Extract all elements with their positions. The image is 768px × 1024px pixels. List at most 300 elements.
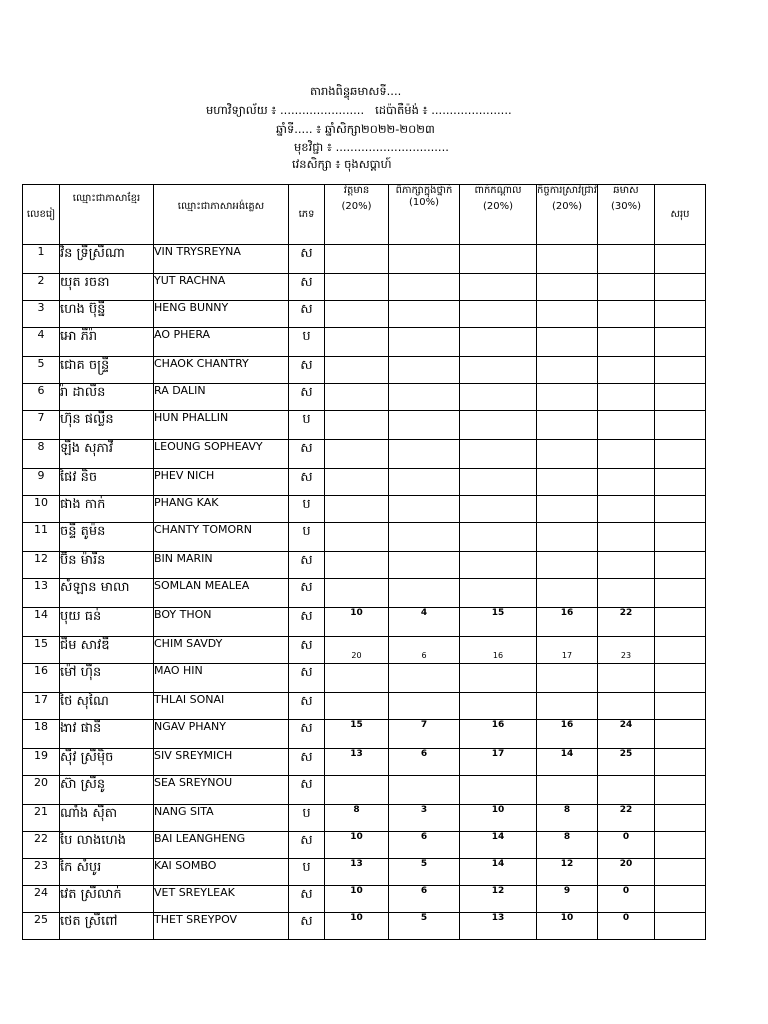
score-discussion-cell — [389, 411, 460, 440]
score-discussion-cell — [389, 469, 460, 496]
score-research-cell — [537, 357, 598, 384]
table-header-row — [23, 185, 706, 245]
score-semester-cell — [598, 357, 655, 384]
score-research-cell: 8 — [537, 805, 598, 832]
name-en-cell: BAI LEANGHENG — [154, 832, 289, 859]
score-research-cell — [537, 664, 598, 693]
name-en-cell: CHANTY TOMORN — [154, 523, 289, 552]
score-semester-cell — [598, 301, 655, 328]
row-no-cell: 10 — [23, 496, 60, 523]
score-midterm-cell — [460, 440, 537, 469]
score-semester-cell: 0 — [598, 886, 655, 913]
score-midterm-cell: 15 — [460, 608, 537, 637]
score-research-cell — [537, 496, 598, 523]
score-total-cell — [655, 328, 706, 357]
name-en-cell: BOY THON — [154, 608, 289, 637]
score-semester-cell: 0 — [598, 832, 655, 859]
score-discussion-cell — [389, 384, 460, 411]
name-en-cell: RA DALIN — [154, 384, 289, 411]
subject-line: មុខវិជ្ជា ៖ ............................... — [294, 140, 449, 154]
sex-cell: ស — [289, 245, 325, 274]
score-attendance-cell — [325, 384, 389, 411]
header-research-pct: (20%) — [551, 201, 583, 212]
score-total-cell — [655, 301, 706, 328]
score-midterm-cell: 17 — [460, 749, 537, 776]
row-no-cell: 11 — [23, 523, 60, 552]
name-kh-cell: អោ ភីរ៉ា — [60, 328, 154, 357]
score-research-cell: 16 — [537, 608, 598, 637]
score-research-cell — [537, 328, 598, 357]
sex-cell: ស — [289, 693, 325, 720]
score-midterm-cell — [460, 411, 537, 440]
score-total-cell — [655, 357, 706, 384]
score-research-cell — [537, 384, 598, 411]
name-kh-cell: ងាវ ផានី — [60, 720, 154, 749]
score-attendance-cell — [325, 552, 389, 579]
sex-cell: ស — [289, 357, 325, 384]
score-discussion-cell: 6 — [389, 637, 460, 664]
table-row — [23, 411, 706, 440]
row-no-cell: 18 — [23, 720, 60, 749]
score-semester-cell — [598, 579, 655, 608]
name-en-cell: PHANG KAK — [154, 496, 289, 523]
header-name-en — [154, 185, 289, 245]
score-attendance-cell — [325, 301, 389, 328]
sex-cell: ស — [289, 301, 325, 328]
table-row — [23, 469, 706, 496]
table-row — [23, 552, 706, 579]
score-total-cell — [655, 637, 706, 664]
name-kh-cell: ប៊ិន ម៉ារីន — [60, 552, 154, 579]
table-row — [23, 357, 706, 384]
name-en-cell: CHIM SAVDY — [154, 637, 289, 664]
score-midterm-cell — [460, 469, 537, 496]
score-discussion-cell: 5 — [389, 859, 460, 886]
score-attendance-cell — [325, 274, 389, 301]
score-research-cell — [537, 469, 598, 496]
score-discussion-cell — [389, 552, 460, 579]
row-no-cell: 23 — [23, 859, 60, 886]
sex-cell: ស — [289, 469, 325, 496]
score-attendance-cell — [325, 664, 389, 693]
table-row — [23, 579, 706, 608]
score-attendance-cell: 15 — [325, 720, 389, 749]
name-en-cell: VET SREYLEAK — [154, 886, 289, 913]
score-attendance-cell — [325, 440, 389, 469]
year-line: ឆ្នាំទី..... ៖ ឆ្នាំសិក្សា២០២២-២០២៣ — [276, 122, 435, 136]
row-no-cell: 2 — [23, 274, 60, 301]
sex-cell: ស — [289, 720, 325, 749]
score-midterm-cell — [460, 776, 537, 805]
score-midterm-cell: 16 — [460, 720, 537, 749]
table-row — [23, 913, 706, 940]
header-attendance-label: វត្តមាន — [343, 185, 370, 196]
score-research-cell — [537, 411, 598, 440]
name-en-cell: CHAOK CHANTRY — [154, 357, 289, 384]
score-attendance-cell — [325, 776, 389, 805]
sex-cell: ស — [289, 913, 325, 940]
score-total-cell — [655, 608, 706, 637]
score-total-cell — [655, 411, 706, 440]
score-midterm-cell: 12 — [460, 886, 537, 913]
score-semester-cell — [598, 411, 655, 440]
score-research-cell — [537, 245, 598, 274]
score-attendance-cell — [325, 579, 389, 608]
score-discussion-cell: 6 — [389, 749, 460, 776]
score-midterm-cell — [460, 693, 537, 720]
sex-cell: ប — [289, 328, 325, 357]
score-attendance-cell — [325, 328, 389, 357]
header-research — [537, 185, 598, 245]
name-kh-cell: វិន ទ្រីស្រីណា — [60, 245, 154, 274]
score-discussion-cell — [389, 579, 460, 608]
row-no-cell: 13 — [23, 579, 60, 608]
sex-cell: ស — [289, 384, 325, 411]
row-no-cell: 9 — [23, 469, 60, 496]
score-midterm-cell — [460, 328, 537, 357]
name-en-cell: THET SREYPOV — [154, 913, 289, 940]
score-total-cell — [655, 245, 706, 274]
header-name-kh — [60, 185, 154, 245]
sex-cell: ស — [289, 749, 325, 776]
name-kh-cell: វេត ស្រីលាក់ — [60, 886, 154, 913]
score-discussion-cell — [389, 357, 460, 384]
score-research-cell: 14 — [537, 749, 598, 776]
score-midterm-cell — [460, 301, 537, 328]
row-no-cell: 8 — [23, 440, 60, 469]
name-en-cell: LEOUNG SOPHEAVY — [154, 440, 289, 469]
score-research-cell: 17 — [537, 637, 598, 664]
table-row — [23, 328, 706, 357]
header-discussion-label: ពិភាក្សាក្នុងថ្នាក់ — [395, 185, 453, 196]
sex-cell: ប — [289, 496, 325, 523]
header-midterm-pct: (20%) — [482, 201, 514, 212]
header-discussion — [389, 185, 460, 245]
score-midterm-cell: 14 — [460, 859, 537, 886]
score-midterm-cell — [460, 664, 537, 693]
score-discussion-cell — [389, 693, 460, 720]
row-no-cell: 17 — [23, 693, 60, 720]
header-discussion-pct: (10%) — [408, 197, 440, 208]
table-row — [23, 496, 706, 523]
name-en-cell: HENG BUNNY — [154, 301, 289, 328]
name-en-cell: PHEV NICH — [154, 469, 289, 496]
score-semester-cell: 24 — [598, 720, 655, 749]
score-total-cell — [655, 664, 706, 693]
score-total-cell — [655, 749, 706, 776]
header-attendance — [325, 185, 389, 245]
score-discussion-cell — [389, 523, 460, 552]
table-row — [23, 301, 706, 328]
score-attendance-cell — [325, 411, 389, 440]
score-semester-cell: 25 — [598, 749, 655, 776]
score-research-cell: 12 — [537, 859, 598, 886]
score-total-cell — [655, 552, 706, 579]
sex-cell: ស — [289, 608, 325, 637]
name-en-cell: BIN MARIN — [154, 552, 289, 579]
sex-cell: ប — [289, 859, 325, 886]
score-research-cell: 9 — [537, 886, 598, 913]
header-name-kh-label: ឈ្មោះជាភាសាខ្មែរ — [72, 193, 141, 204]
score-attendance-cell — [325, 469, 389, 496]
row-no-cell: 19 — [23, 749, 60, 776]
name-kh-cell: យុត រចនា — [60, 274, 154, 301]
row-no-cell: 16 — [23, 664, 60, 693]
score-research-cell: 10 — [537, 913, 598, 940]
score-total-cell — [655, 886, 706, 913]
sex-cell: ស — [289, 579, 325, 608]
sex-cell: ស — [289, 664, 325, 693]
name-en-cell: AO PHERA — [154, 328, 289, 357]
score-semester-cell — [598, 384, 655, 411]
score-discussion-cell — [389, 245, 460, 274]
header-attendance-pct: (20%) — [341, 201, 372, 212]
table-row — [23, 749, 706, 776]
table-row — [23, 384, 706, 411]
name-kh-cell: បៃ លាងហេង — [60, 832, 154, 859]
score-midterm-cell: 13 — [460, 913, 537, 940]
score-attendance-cell: 13 — [325, 749, 389, 776]
name-kh-cell: ម៉ៅ ហ៊ីន — [60, 664, 154, 693]
row-no-cell: 24 — [23, 886, 60, 913]
score-discussion-cell — [389, 440, 460, 469]
row-no-cell: 7 — [23, 411, 60, 440]
table-row — [23, 805, 706, 832]
header-name-en-label: ឈ្មោះជាភាសាអង់គ្លេស — [177, 201, 265, 212]
name-en-cell: MAO HIN — [154, 664, 289, 693]
score-attendance-cell — [325, 496, 389, 523]
table-row — [23, 274, 706, 301]
name-kh-cell: ហ៊ុន ផល្លីន — [60, 411, 154, 440]
score-midterm-cell: 10 — [460, 805, 537, 832]
table-row — [23, 523, 706, 552]
name-kh-cell: ជោគ ចន្រ្ទី — [60, 357, 154, 384]
row-no-cell: 4 — [23, 328, 60, 357]
name-kh-cell: ស៊ា ស្រីនូ — [60, 776, 154, 805]
score-discussion-cell: 3 — [389, 805, 460, 832]
name-en-cell: YUT RACHNA — [154, 274, 289, 301]
score-discussion-cell: 6 — [389, 886, 460, 913]
score-midterm-cell — [460, 523, 537, 552]
name-kh-cell: ថេត ស្រីពៅ — [60, 913, 154, 940]
score-semester-cell — [598, 469, 655, 496]
header-semester-pct: (30%) — [610, 201, 642, 212]
score-semester-cell: 23 — [598, 637, 655, 664]
score-semester-cell: 0 — [598, 913, 655, 940]
score-attendance-cell — [325, 693, 389, 720]
table-row — [23, 245, 706, 274]
score-total-cell — [655, 776, 706, 805]
score-discussion-cell — [389, 776, 460, 805]
score-research-cell: 8 — [537, 832, 598, 859]
row-no-cell: 20 — [23, 776, 60, 805]
table-row — [23, 886, 706, 913]
row-no-cell: 12 — [23, 552, 60, 579]
score-semester-cell — [598, 664, 655, 693]
score-total-cell — [655, 274, 706, 301]
name-kh-cell: ចន្ទី តូម៉ន — [60, 523, 154, 552]
name-en-cell: NGAV PHANY — [154, 720, 289, 749]
name-en-cell: HUN PHALLIN — [154, 411, 289, 440]
score-total-cell — [655, 913, 706, 940]
score-semester-cell — [598, 523, 655, 552]
name-en-cell: SOMLAN MEALEA — [154, 579, 289, 608]
score-discussion-cell — [389, 274, 460, 301]
name-kh-cell: ឡឹង សុភាវី — [60, 440, 154, 469]
sex-cell: ប — [289, 805, 325, 832]
header-no: លេខរៀ — [23, 185, 60, 245]
score-discussion-cell — [389, 664, 460, 693]
sex-cell: ស — [289, 440, 325, 469]
header-research-label: កិច្ចការស្រាវជ្រាវ — [537, 185, 597, 196]
score-total-cell — [655, 693, 706, 720]
score-attendance-cell: 20 — [325, 637, 389, 664]
score-midterm-cell: 14 — [460, 832, 537, 859]
score-discussion-cell: 5 — [389, 913, 460, 940]
name-en-cell: KAI SOMBO — [154, 859, 289, 886]
score-midterm-cell — [460, 357, 537, 384]
score-total-cell — [655, 523, 706, 552]
score-attendance-cell: 10 — [325, 608, 389, 637]
table-row — [23, 693, 706, 720]
score-discussion-cell — [389, 301, 460, 328]
score-attendance-cell: 10 — [325, 832, 389, 859]
table-row — [23, 608, 706, 637]
name-en-cell: SEA SREYNOU — [154, 776, 289, 805]
score-total-cell — [655, 720, 706, 749]
score-semester-cell — [598, 245, 655, 274]
score-research-cell — [537, 693, 598, 720]
sex-cell: ស — [289, 637, 325, 664]
score-attendance-cell — [325, 523, 389, 552]
name-kh-cell: ផាង កាក់ — [60, 496, 154, 523]
name-en-cell: THLAI SONAI — [154, 693, 289, 720]
score-research-cell — [537, 552, 598, 579]
grade-table-body — [23, 245, 706, 940]
row-no-cell: 15 — [23, 637, 60, 664]
faculty-department-line: មហាវិទ្យាល័យ ៖ ....................... ដេប៉ាតឺម៉ង់ ៖ ...................... — [206, 103, 512, 117]
score-total-cell — [655, 859, 706, 886]
row-no-cell: 21 — [23, 805, 60, 832]
row-no-cell: 25 — [23, 913, 60, 940]
score-midterm-cell — [460, 245, 537, 274]
score-attendance-cell: 10 — [325, 886, 389, 913]
shift-line: វេនសិក្សា ៖ ចុងសប្តាហ៍ — [292, 157, 392, 171]
sex-cell: ស — [289, 776, 325, 805]
score-attendance-cell: 10 — [325, 913, 389, 940]
score-semester-cell — [598, 776, 655, 805]
score-attendance-cell: 8 — [325, 805, 389, 832]
score-midterm-cell — [460, 579, 537, 608]
score-research-cell — [537, 274, 598, 301]
title-line: តារាងពិន្ទុឆមាសទី.... — [310, 84, 402, 98]
score-research-cell: 16 — [537, 720, 598, 749]
score-semester-cell: 22 — [598, 805, 655, 832]
score-total-cell — [655, 579, 706, 608]
score-research-cell — [537, 776, 598, 805]
row-no-cell: 6 — [23, 384, 60, 411]
name-kh-cell: ថៃ សុណៃ — [60, 693, 154, 720]
score-research-cell — [537, 579, 598, 608]
row-no-cell: 5 — [23, 357, 60, 384]
score-discussion-cell: 4 — [389, 608, 460, 637]
table-row — [23, 637, 706, 664]
name-en-cell: NANG SITA — [154, 805, 289, 832]
score-total-cell — [655, 440, 706, 469]
score-research-cell — [537, 440, 598, 469]
score-midterm-cell — [460, 274, 537, 301]
header-semester-label: ឆមាស — [613, 185, 639, 196]
header-midterm — [460, 185, 537, 245]
score-semester-cell — [598, 496, 655, 523]
score-attendance-cell: 13 — [325, 859, 389, 886]
score-semester-cell — [598, 274, 655, 301]
row-no-cell: 3 — [23, 301, 60, 328]
score-semester-cell — [598, 693, 655, 720]
header-sex: ភេទ — [289, 185, 325, 245]
score-total-cell — [655, 832, 706, 859]
name-kh-cell: ហេង ប៊ុន្នី — [60, 301, 154, 328]
row-no-cell: 14 — [23, 608, 60, 637]
score-semester-cell: 20 — [598, 859, 655, 886]
score-total-cell — [655, 805, 706, 832]
name-kh-cell: សំឡាន មាលា — [60, 579, 154, 608]
row-no-cell: 22 — [23, 832, 60, 859]
table-row — [23, 664, 706, 693]
table-row — [23, 776, 706, 805]
score-research-cell — [537, 523, 598, 552]
name-en-cell: VIN TRYSREYNA — [154, 245, 289, 274]
score-discussion-cell — [389, 496, 460, 523]
sex-cell: ប — [289, 523, 325, 552]
sex-cell: ប — [289, 411, 325, 440]
score-attendance-cell — [325, 245, 389, 274]
table-row — [23, 832, 706, 859]
score-semester-cell: 22 — [598, 608, 655, 637]
name-kh-cell: ណាំង ស៊ីតា — [60, 805, 154, 832]
score-midterm-cell: 16 — [460, 637, 537, 664]
grade-table — [22, 184, 706, 940]
header-midterm-label: ពាក់កណ្តាល — [474, 185, 522, 196]
score-discussion-cell — [389, 328, 460, 357]
score-attendance-cell — [325, 357, 389, 384]
score-total-cell — [655, 384, 706, 411]
score-discussion-cell: 6 — [389, 832, 460, 859]
score-semester-cell — [598, 552, 655, 579]
score-semester-cell — [598, 440, 655, 469]
row-no-cell: 1 — [23, 245, 60, 274]
table-row — [23, 720, 706, 749]
score-research-cell — [537, 301, 598, 328]
score-midterm-cell — [460, 552, 537, 579]
name-kh-cell: រ៉ា ដាលីន — [60, 384, 154, 411]
score-total-cell — [655, 496, 706, 523]
score-midterm-cell — [460, 384, 537, 411]
sex-cell: ស — [289, 274, 325, 301]
sex-cell: ស — [289, 552, 325, 579]
header-semester — [598, 185, 655, 245]
table-row — [23, 440, 706, 469]
name-kh-cell: កៃ សំបូរ — [60, 859, 154, 886]
score-semester-cell — [598, 328, 655, 357]
name-kh-cell: ផៃវ និច — [60, 469, 154, 496]
header-total: សរុប — [655, 185, 706, 245]
name-en-cell: SIV SREYMICH — [154, 749, 289, 776]
name-kh-cell: ជឹម សាវឌី — [60, 637, 154, 664]
sex-cell: ស — [289, 886, 325, 913]
score-total-cell — [655, 469, 706, 496]
name-kh-cell: បុយ ធន់ — [60, 608, 154, 637]
